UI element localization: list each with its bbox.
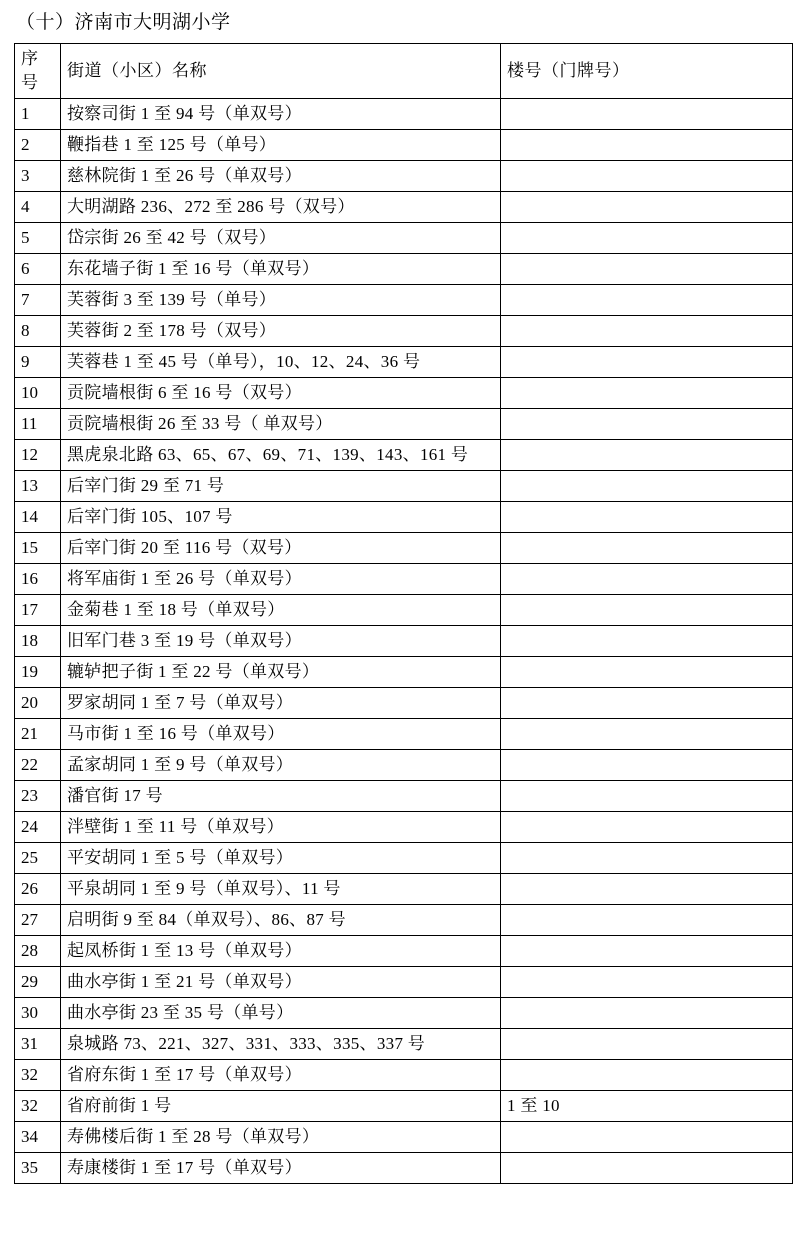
cell-street-name: 旧军门巷 3 至 19 号（单双号） [61,626,501,657]
cell-seq: 1 [15,99,61,130]
table-row [15,192,793,223]
cell-building-number: 1 至 10 [501,1091,793,1122]
cell-street-name: 省府东街 1 至 17 号（单双号） [61,1060,501,1091]
cell-seq: 13 [15,471,61,502]
table-row [15,626,793,657]
cell-street-name: 贡院墙根街 26 至 33 号（ 单双号） [61,409,501,440]
column-header-seq: 序号 [15,44,61,99]
cell-seq: 25 [15,843,61,874]
cell-street-name: 罗家胡同 1 至 7 号（单双号） [61,688,501,719]
table-row [15,254,793,285]
cell-building-number [501,626,793,657]
cell-street-name: 金菊巷 1 至 18 号（单双号） [61,595,501,626]
table-row [15,967,793,998]
cell-seq: 31 [15,1029,61,1060]
cell-seq: 34 [15,1122,61,1153]
table-row [15,440,793,471]
cell-street-name: 泮壁街 1 至 11 号（单双号） [61,812,501,843]
cell-seq: 10 [15,378,61,409]
cell-building-number [501,471,793,502]
cell-street-name: 平泉胡同 1 至 9 号（单双号）、11 号 [61,874,501,905]
cell-building-number [501,905,793,936]
cell-seq: 14 [15,502,61,533]
table-row [15,750,793,781]
cell-street-name: 东花墙子街 1 至 16 号（单双号） [61,254,501,285]
table-row [15,657,793,688]
cell-building-number [501,750,793,781]
cell-building-number [501,440,793,471]
cell-building-number [501,285,793,316]
cell-building-number [501,719,793,750]
cell-building-number [501,409,793,440]
cell-building-number [501,316,793,347]
cell-seq: 32 [15,1060,61,1091]
cell-seq: 11 [15,409,61,440]
cell-building-number [501,595,793,626]
cell-street-name: 大明湖路 236、272 至 286 号（双号） [61,192,501,223]
table-row [15,1091,793,1122]
cell-seq: 22 [15,750,61,781]
table-row [15,688,793,719]
column-header-street: 街道（小区）名称 [61,44,501,99]
table-row [15,564,793,595]
cell-seq: 15 [15,533,61,564]
cell-street-name: 平安胡同 1 至 5 号（单双号） [61,843,501,874]
cell-building-number [501,130,793,161]
cell-seq: 4 [15,192,61,223]
cell-seq: 6 [15,254,61,285]
cell-street-name: 寿康楼街 1 至 17 号（单双号） [61,1153,501,1184]
cell-street-name: 慈林院街 1 至 26 号（单双号） [61,161,501,192]
cell-street-name: 省府前街 1 号 [61,1091,501,1122]
table-row [15,719,793,750]
cell-seq: 24 [15,812,61,843]
table-row [15,161,793,192]
cell-street-name: 贡院墙根街 6 至 16 号（双号） [61,378,501,409]
cell-seq: 28 [15,936,61,967]
table-header [15,44,793,99]
table-row [15,1029,793,1060]
table-row [15,998,793,1029]
cell-street-name: 黑虎泉北路 63、65、67、69、71、139、143、161 号 [61,440,501,471]
cell-street-name: 岱宗街 26 至 42 号（双号） [61,223,501,254]
table-row [15,409,793,440]
table-row [15,99,793,130]
cell-building-number [501,998,793,1029]
table-body [15,99,793,1184]
cell-seq: 26 [15,874,61,905]
cell-seq: 23 [15,781,61,812]
cell-seq: 8 [15,316,61,347]
table-row [15,843,793,874]
cell-seq: 30 [15,998,61,1029]
cell-building-number [501,1122,793,1153]
cell-building-number [501,378,793,409]
table-row [15,781,793,812]
table-header-row [15,44,793,99]
cell-street-name: 起凤桥街 1 至 13 号（单双号） [61,936,501,967]
table-row [15,905,793,936]
cell-building-number [501,533,793,564]
cell-street-name: 芙蓉街 3 至 139 号（单号） [61,285,501,316]
page-title: （十）济南市大明湖小学 [16,12,231,33]
cell-building-number [501,967,793,998]
cell-street-name: 芙蓉巷 1 至 45 号（单号），10、12、24、36 号 [61,347,501,378]
column-header-building: 楼号（门牌号） [501,44,793,99]
table-row [15,378,793,409]
cell-seq: 27 [15,905,61,936]
cell-street-name: 寿佛楼后街 1 至 28 号（单双号） [61,1122,501,1153]
cell-street-name: 曲水亭街 23 至 35 号（单号） [61,998,501,1029]
cell-building-number [501,564,793,595]
table-row [15,936,793,967]
cell-street-name: 后宰门街 105、107 号 [61,502,501,533]
cell-street-name: 孟家胡同 1 至 9 号（单双号） [61,750,501,781]
cell-building-number [501,781,793,812]
cell-seq: 32 [15,1091,61,1122]
cell-building-number [501,843,793,874]
cell-seq: 17 [15,595,61,626]
table-row [15,223,793,254]
cell-street-name: 潘官街 17 号 [61,781,501,812]
cell-seq: 29 [15,967,61,998]
cell-street-name: 马市街 1 至 16 号（单双号） [61,719,501,750]
table-row [15,471,793,502]
cell-street-name: 鞭指巷 1 至 125 号（单号） [61,130,501,161]
cell-building-number [501,874,793,905]
table-row [15,1122,793,1153]
cell-seq: 9 [15,347,61,378]
cell-street-name: 后宰门街 29 至 71 号 [61,471,501,502]
cell-seq: 2 [15,130,61,161]
cell-seq: 5 [15,223,61,254]
cell-seq: 3 [15,161,61,192]
cell-building-number [501,1029,793,1060]
cell-street-name: 泉城路 73、221、327、331、333、335、337 号 [61,1029,501,1060]
table-row [15,533,793,564]
cell-building-number [501,657,793,688]
cell-seq: 7 [15,285,61,316]
cell-building-number [501,99,793,130]
table-row [15,1060,793,1091]
cell-seq: 19 [15,657,61,688]
cell-seq: 20 [15,688,61,719]
cell-building-number [501,812,793,843]
table-row [15,502,793,533]
cell-building-number [501,1060,793,1091]
cell-building-number [501,502,793,533]
cell-building-number [501,223,793,254]
table-row [15,316,793,347]
cell-building-number [501,192,793,223]
cell-street-name: 芙蓉街 2 至 178 号（双号） [61,316,501,347]
cell-seq: 12 [15,440,61,471]
table-row [15,347,793,378]
table-row [15,812,793,843]
school-enrollment-address-table [14,43,793,1184]
table-row [15,1153,793,1184]
cell-building-number [501,254,793,285]
cell-seq: 21 [15,719,61,750]
cell-street-name: 辘轳把子街 1 至 22 号（单双号） [61,657,501,688]
table-row [15,130,793,161]
cell-street-name: 曲水亭街 1 至 21 号（单双号） [61,967,501,998]
cell-street-name: 将军庙街 1 至 26 号（单双号） [61,564,501,595]
cell-street-name: 按察司街 1 至 94 号（单双号） [61,99,501,130]
cell-seq: 18 [15,626,61,657]
cell-seq: 16 [15,564,61,595]
cell-street-name: 启明街 9 至 84（单双号）、86、87 号 [61,905,501,936]
table-row [15,874,793,905]
cell-building-number [501,161,793,192]
table-row [15,595,793,626]
cell-street-name: 后宰门街 20 至 116 号（双号） [61,533,501,564]
cell-building-number [501,1153,793,1184]
cell-building-number [501,688,793,719]
cell-seq: 35 [15,1153,61,1184]
cell-building-number [501,347,793,378]
cell-building-number [501,936,793,967]
table-row [15,285,793,316]
